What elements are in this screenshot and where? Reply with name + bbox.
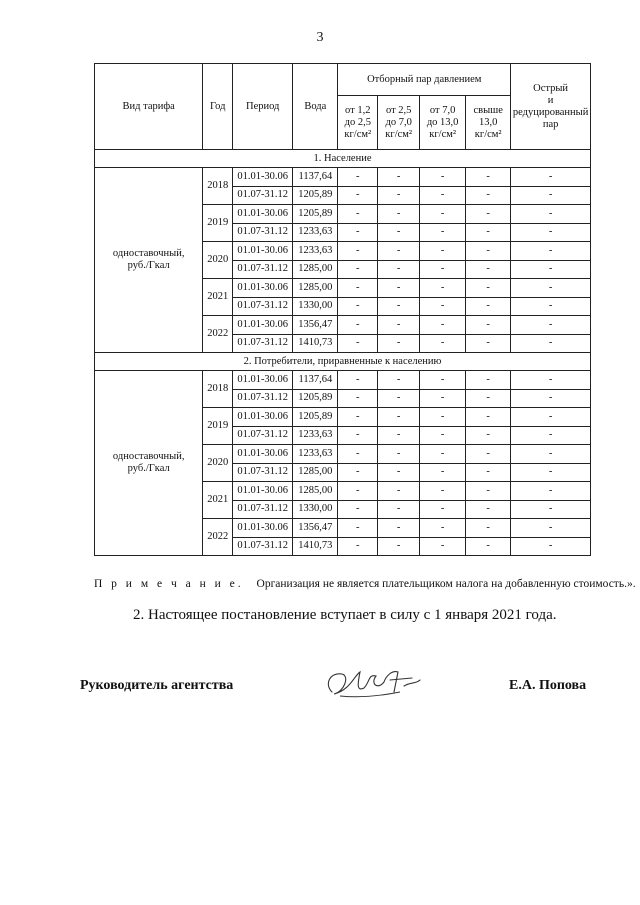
period-cell: 01.07-31.12 bbox=[233, 186, 293, 205]
water-cell: 1330,00 bbox=[293, 500, 338, 519]
signer-title: Руководитель агентства bbox=[80, 678, 234, 693]
empty-value-cell: - bbox=[420, 463, 466, 482]
period-cell: 01.07-31.12 bbox=[233, 463, 293, 482]
empty-value-cell: - bbox=[338, 408, 378, 427]
empty-value-cell: - bbox=[338, 242, 378, 261]
empty-value-cell: - bbox=[338, 260, 378, 279]
empty-value-cell: - bbox=[466, 168, 511, 187]
water-cell: 1356,47 bbox=[293, 519, 338, 538]
year-cell: 2020 bbox=[203, 445, 233, 482]
page-number: 3 bbox=[316, 30, 324, 45]
empty-value-cell: - bbox=[511, 260, 591, 279]
water-cell: 1233,63 bbox=[293, 223, 338, 242]
empty-value-cell: - bbox=[378, 242, 420, 261]
empty-value-cell: - bbox=[420, 334, 466, 353]
period-cell: 01.01-30.06 bbox=[233, 371, 293, 390]
empty-value-cell: - bbox=[420, 537, 466, 556]
empty-value-cell: - bbox=[420, 426, 466, 445]
empty-value-cell: - bbox=[511, 426, 591, 445]
empty-value-cell: - bbox=[338, 297, 378, 316]
header-pressure-4: свыше 13,0 кг/см² bbox=[466, 96, 511, 150]
table-row bbox=[95, 371, 591, 390]
period-cell: 01.07-31.12 bbox=[233, 389, 293, 408]
empty-value-cell: - bbox=[420, 371, 466, 390]
empty-value-cell: - bbox=[420, 168, 466, 187]
empty-value-cell: - bbox=[378, 260, 420, 279]
empty-value-cell: - bbox=[420, 389, 466, 408]
empty-value-cell: - bbox=[338, 205, 378, 224]
empty-value-cell: - bbox=[420, 223, 466, 242]
empty-value-cell: - bbox=[511, 371, 591, 390]
year-cell: 2021 bbox=[203, 279, 233, 316]
empty-value-cell: - bbox=[466, 260, 511, 279]
empty-value-cell: - bbox=[378, 186, 420, 205]
empty-value-cell: - bbox=[511, 334, 591, 353]
empty-value-cell: - bbox=[338, 334, 378, 353]
empty-value-cell: - bbox=[511, 482, 591, 501]
empty-value-cell: - bbox=[378, 316, 420, 335]
year-cell: 2022 bbox=[203, 316, 233, 353]
empty-value-cell: - bbox=[511, 408, 591, 427]
empty-value-cell: - bbox=[338, 500, 378, 519]
empty-value-cell: - bbox=[466, 223, 511, 242]
period-cell: 01.01-30.06 bbox=[233, 242, 293, 261]
note-text: Организация не является плательщиком налога на добавленную стоимость.». bbox=[256, 578, 636, 590]
empty-value-cell: - bbox=[338, 316, 378, 335]
period-cell: 01.01-30.06 bbox=[233, 482, 293, 501]
empty-value-cell: - bbox=[378, 334, 420, 353]
empty-value-cell: - bbox=[466, 426, 511, 445]
period-cell: 01.07-31.12 bbox=[233, 260, 293, 279]
header-extraction-steam: Отборный пар давлением bbox=[338, 64, 511, 96]
empty-value-cell: - bbox=[378, 537, 420, 556]
signer-name: Е.А. Попова bbox=[509, 678, 587, 693]
empty-value-cell: - bbox=[511, 519, 591, 538]
period-cell: 01.07-31.12 bbox=[233, 334, 293, 353]
header-water: Вода bbox=[293, 64, 338, 150]
tariff-table bbox=[94, 63, 591, 556]
empty-value-cell: - bbox=[511, 316, 591, 335]
water-cell: 1285,00 bbox=[293, 279, 338, 298]
empty-value-cell: - bbox=[420, 316, 466, 335]
empty-value-cell: - bbox=[511, 297, 591, 316]
empty-value-cell: - bbox=[466, 186, 511, 205]
year-cell: 2019 bbox=[203, 408, 233, 445]
empty-value-cell: - bbox=[338, 537, 378, 556]
year-cell: 2021 bbox=[203, 482, 233, 519]
empty-value-cell: - bbox=[466, 279, 511, 298]
empty-value-cell: - bbox=[466, 242, 511, 261]
tariff-type-cell: одноставочный, руб./Гкал bbox=[95, 371, 203, 556]
empty-value-cell: - bbox=[511, 205, 591, 224]
empty-value-cell: - bbox=[466, 500, 511, 519]
note bbox=[94, 578, 636, 590]
water-cell: 1137,64 bbox=[293, 371, 338, 390]
empty-value-cell: - bbox=[420, 500, 466, 519]
empty-value-cell: - bbox=[511, 537, 591, 556]
empty-value-cell: - bbox=[420, 297, 466, 316]
empty-value-cell: - bbox=[511, 389, 591, 408]
year-cell: 2019 bbox=[203, 205, 233, 242]
header-year: Год bbox=[203, 64, 233, 150]
empty-value-cell: - bbox=[511, 186, 591, 205]
empty-value-cell: - bbox=[378, 205, 420, 224]
section-row bbox=[95, 353, 591, 371]
empty-value-cell: - bbox=[338, 519, 378, 538]
empty-value-cell: - bbox=[378, 500, 420, 519]
period-cell: 01.01-30.06 bbox=[233, 408, 293, 427]
empty-value-cell: - bbox=[420, 205, 466, 224]
empty-value-cell: - bbox=[420, 445, 466, 464]
water-cell: 1410,73 bbox=[293, 334, 338, 353]
empty-value-cell: - bbox=[338, 463, 378, 482]
empty-value-cell: - bbox=[466, 371, 511, 390]
period-cell: 01.07-31.12 bbox=[233, 426, 293, 445]
header-pressure-1: от 1,2 до 2,5 кг/см² bbox=[338, 96, 378, 150]
water-cell: 1330,00 bbox=[293, 297, 338, 316]
empty-value-cell: - bbox=[338, 426, 378, 445]
empty-value-cell: - bbox=[378, 389, 420, 408]
empty-value-cell: - bbox=[466, 316, 511, 335]
empty-value-cell: - bbox=[511, 168, 591, 187]
empty-value-cell: - bbox=[338, 482, 378, 501]
empty-value-cell: - bbox=[420, 279, 466, 298]
empty-value-cell: - bbox=[466, 334, 511, 353]
empty-value-cell: - bbox=[378, 482, 420, 501]
period-cell: 01.07-31.12 bbox=[233, 297, 293, 316]
period-cell: 01.07-31.12 bbox=[233, 223, 293, 242]
year-cell: 2022 bbox=[203, 519, 233, 556]
empty-value-cell: - bbox=[378, 279, 420, 298]
water-cell: 1137,64 bbox=[293, 168, 338, 187]
water-cell: 1410,73 bbox=[293, 537, 338, 556]
header-sharp-steam: Острый и редуцированный пар bbox=[511, 64, 591, 150]
empty-value-cell: - bbox=[466, 297, 511, 316]
header-period: Период bbox=[233, 64, 293, 150]
empty-value-cell: - bbox=[511, 463, 591, 482]
empty-value-cell: - bbox=[466, 537, 511, 556]
empty-value-cell: - bbox=[338, 371, 378, 390]
empty-value-cell: - bbox=[378, 223, 420, 242]
empty-value-cell: - bbox=[466, 389, 511, 408]
empty-value-cell: - bbox=[420, 519, 466, 538]
empty-value-cell: - bbox=[378, 519, 420, 538]
decree-effective-text: 2. Настоящее постановление вступает в силу с 1 января 2021 года. bbox=[133, 607, 557, 623]
tariff-type-cell: одноставочный, руб./Гкал bbox=[95, 168, 203, 353]
year-cell: 2018 bbox=[203, 168, 233, 205]
period-cell: 01.01-30.06 bbox=[233, 445, 293, 464]
header-tariff-type: Вид тарифа bbox=[95, 64, 203, 150]
period-cell: 01.01-30.06 bbox=[233, 279, 293, 298]
period-cell: 01.01-30.06 bbox=[233, 168, 293, 187]
water-cell: 1205,89 bbox=[293, 389, 338, 408]
note-label: П р и м е ч а н и е. bbox=[94, 578, 244, 590]
section-row bbox=[95, 150, 591, 168]
empty-value-cell: - bbox=[420, 260, 466, 279]
year-cell: 2020 bbox=[203, 242, 233, 279]
empty-value-cell: - bbox=[338, 223, 378, 242]
header-pressure-3: от 7,0 до 13,0 кг/см² bbox=[420, 96, 466, 150]
water-cell: 1205,89 bbox=[293, 205, 338, 224]
empty-value-cell: - bbox=[466, 408, 511, 427]
empty-value-cell: - bbox=[511, 223, 591, 242]
empty-value-cell: - bbox=[338, 279, 378, 298]
empty-value-cell: - bbox=[378, 297, 420, 316]
section-title: 1. Население bbox=[95, 150, 591, 168]
water-cell: 1285,00 bbox=[293, 482, 338, 501]
water-cell: 1356,47 bbox=[293, 316, 338, 335]
empty-value-cell: - bbox=[511, 279, 591, 298]
empty-value-cell: - bbox=[378, 445, 420, 464]
water-cell: 1285,00 bbox=[293, 260, 338, 279]
period-cell: 01.01-30.06 bbox=[233, 316, 293, 335]
empty-value-cell: - bbox=[420, 242, 466, 261]
water-cell: 1233,63 bbox=[293, 426, 338, 445]
water-cell: 1233,63 bbox=[293, 242, 338, 261]
year-cell: 2018 bbox=[203, 371, 233, 408]
table-row bbox=[95, 168, 591, 187]
empty-value-cell: - bbox=[420, 482, 466, 501]
header-pressure-2: от 2,5 до 7,0 кг/см² bbox=[378, 96, 420, 150]
water-cell: 1285,00 bbox=[293, 463, 338, 482]
empty-value-cell: - bbox=[338, 445, 378, 464]
water-cell: 1233,63 bbox=[293, 445, 338, 464]
empty-value-cell: - bbox=[511, 445, 591, 464]
period-cell: 01.01-30.06 bbox=[233, 205, 293, 224]
empty-value-cell: - bbox=[466, 205, 511, 224]
empty-value-cell: - bbox=[511, 500, 591, 519]
empty-value-cell: - bbox=[420, 186, 466, 205]
empty-value-cell: - bbox=[378, 463, 420, 482]
period-cell: 01.07-31.12 bbox=[233, 537, 293, 556]
empty-value-cell: - bbox=[378, 426, 420, 445]
empty-value-cell: - bbox=[420, 408, 466, 427]
empty-value-cell: - bbox=[338, 186, 378, 205]
empty-value-cell: - bbox=[511, 242, 591, 261]
empty-value-cell: - bbox=[466, 463, 511, 482]
section-title: 2. Потребители, приравненные к населению bbox=[95, 353, 591, 371]
empty-value-cell: - bbox=[338, 168, 378, 187]
period-cell: 01.01-30.06 bbox=[233, 519, 293, 538]
empty-value-cell: - bbox=[378, 408, 420, 427]
empty-value-cell: - bbox=[466, 482, 511, 501]
water-cell: 1205,89 bbox=[293, 186, 338, 205]
empty-value-cell: - bbox=[378, 371, 420, 390]
empty-value-cell: - bbox=[466, 519, 511, 538]
empty-value-cell: - bbox=[378, 168, 420, 187]
water-cell: 1205,89 bbox=[293, 408, 338, 427]
empty-value-cell: - bbox=[466, 445, 511, 464]
empty-value-cell: - bbox=[338, 389, 378, 408]
period-cell: 01.07-31.12 bbox=[233, 500, 293, 519]
handwritten-signature bbox=[320, 662, 430, 706]
